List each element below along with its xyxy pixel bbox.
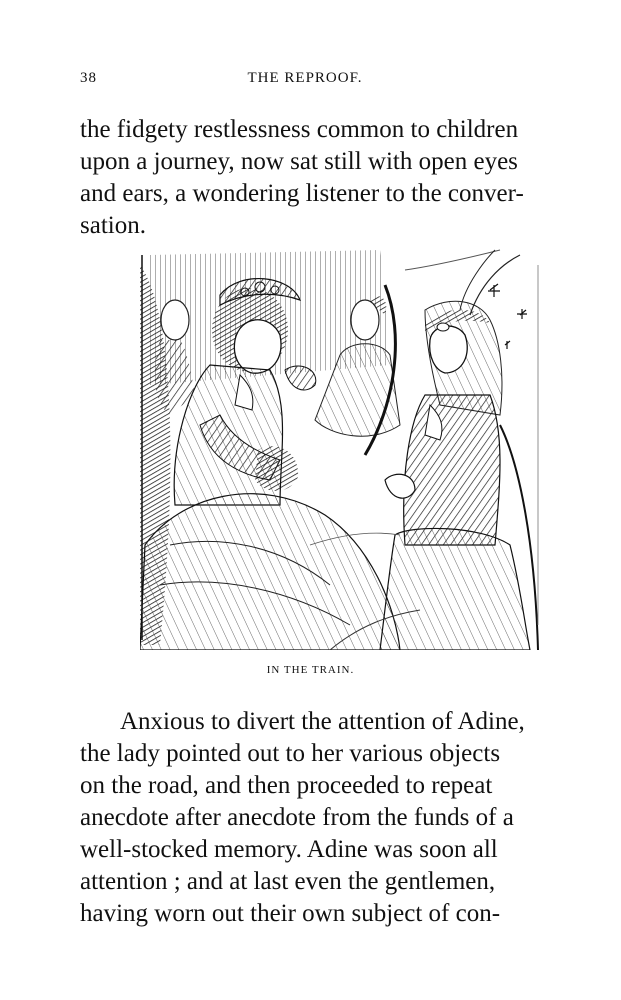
text-line: the fidgety restlessness common to children — [80, 116, 519, 143]
text-line: the lady pointed out to her various objects — [80, 740, 501, 767]
illustration-caption: IN THE TRAIN. — [266, 664, 355, 676]
text-line: well-stocked memory. Adine was soon all — [80, 836, 498, 863]
engraving-illustration — [140, 245, 540, 650]
text-line: Anxious to divert the attention of Adine, — [120, 708, 525, 735]
page-header — [80, 70, 530, 90]
paragraph-continued — [80, 114, 598, 242]
text-line: sation. — [80, 212, 146, 239]
text-line: attention ; and at last even the gentlemen, — [80, 868, 496, 895]
paragraph-anxious — [80, 706, 598, 930]
text-line: and ears, a wondering listener to the conver- — [80, 180, 524, 207]
running-head: THE REPROOF. — [247, 70, 363, 86]
text-line: anecdote after anecdote from the funds of a — [80, 804, 514, 831]
text-line: on the road, and then proceeded to repeat — [80, 772, 493, 799]
page-number: 38 — [80, 70, 97, 86]
text-line: having worn out their own subject of con- — [80, 900, 501, 927]
text-line: upon a journey, now sat still with open eyes — [80, 148, 518, 175]
